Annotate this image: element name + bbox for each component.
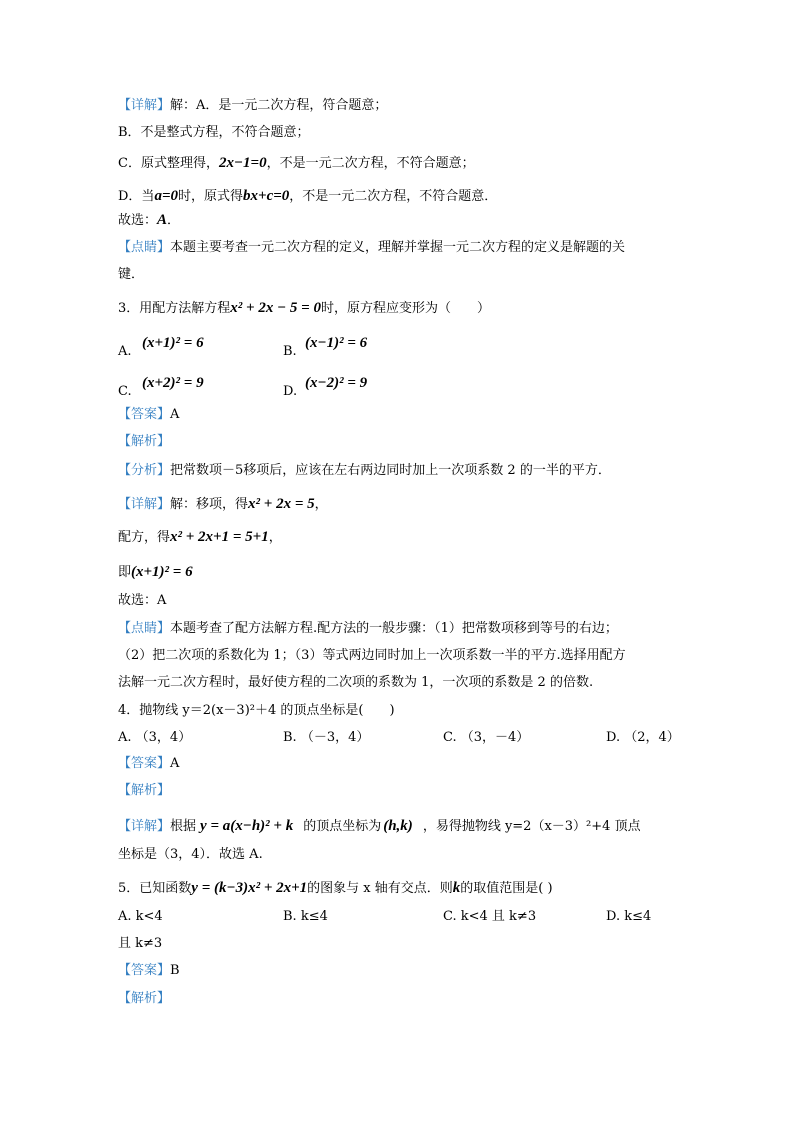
q4-option-c: C. （3，－4） xyxy=(443,730,530,745)
q3-analysis-tag: 【解析】 xyxy=(118,434,171,449)
q4-stem: 4．抛物线 y＝2(x－3)²＋4 的顶点坐标是( ) xyxy=(118,703,395,718)
math: (x+2)² = 9 xyxy=(142,375,204,391)
q3-comment-3: 法解一元二次方程时，最好使方程的二次项的系数为 1，一次项的系数是 2 的倍数. xyxy=(118,675,594,690)
q3-stem: 3．用配方法解方程x² + 2x − 5 = 0时，原方程应变形为（ ） xyxy=(118,300,490,316)
math: 2x−1=0 xyxy=(218,155,267,171)
q2-detail-b: B．不是整式方程，不符合题意； xyxy=(118,125,310,140)
q4-detail-1: 【详解】根据 y = a(x−h)² + k 的顶点坐标为 (h,k) ，易得抛物线 y=2（x－3）²+4 顶点 xyxy=(118,818,641,834)
math: x² + 2x = 5 xyxy=(248,496,315,512)
math: (x+1)² = 6 xyxy=(142,335,204,351)
comment-tag: 【点睛】 xyxy=(118,621,171,636)
q3-detail-3: 即(x+1)² = 6 xyxy=(118,564,193,580)
q3-option-b: B.(x−1)² = 6 xyxy=(283,335,368,359)
q2-answer: 故选：A． xyxy=(118,212,181,228)
q2-comment-2: 键． xyxy=(118,267,145,282)
math: x² + 2x − 5 = 0 xyxy=(230,300,321,316)
math: a=0 xyxy=(154,188,178,204)
q3-detail-2: 配方，得x² + 2x+1 = 5+1， xyxy=(118,529,282,545)
q3-option-d: D.(x−2)² = 9 xyxy=(283,375,368,399)
answer-tag: 【答案】 xyxy=(118,963,171,978)
q4-option-d: D. （2，4） xyxy=(606,730,680,745)
q3-answer: 【答案】A xyxy=(118,407,180,422)
fenxi-tag: 【分析】 xyxy=(118,463,171,478)
q4-option-a: A. （3，4） xyxy=(118,730,192,745)
q5-option-b: B. k≤4 xyxy=(283,909,328,924)
q3-comment-2: （2）把二次项的系数化为 1；（3）等式两边同时加上一次项系数一半的平方.选择用配方 xyxy=(118,648,626,663)
math: y = (k−3)x² + 2x+1 xyxy=(191,880,308,896)
answer-tag: 【答案】 xyxy=(118,407,171,422)
detail-tag: 【详解】 xyxy=(118,819,171,834)
math: (x−2)² = 9 xyxy=(305,375,368,391)
math: (x−1)² = 6 xyxy=(305,335,368,351)
q4-analysis-tag: 【解析】 xyxy=(118,783,171,798)
q3-comment-1: 【点睛】本题考查了配方法解方程.配方法的一般步骤：（1）把常数项移到等号的右边； xyxy=(118,621,618,636)
q3-detail-1: 【详解】解：移项，得x² + 2x = 5， xyxy=(118,496,328,512)
math: k xyxy=(452,880,461,896)
q2-detail-c: C．原式整理得，2x−1=0，不是一元二次方程，不符合题意； xyxy=(118,155,475,171)
math: A xyxy=(157,212,168,228)
q5-option-c: C. k<4 且 k≠3 xyxy=(443,909,537,924)
q3-final: 故选：A xyxy=(118,593,167,608)
math: bx+c=0 xyxy=(243,188,290,204)
detail-tag: 【详解】 xyxy=(118,98,171,113)
math: x² + 2x+1 = 5+1 xyxy=(170,529,269,545)
q3-fenxi: 【分析】把常数项－5移项后，应该在左右两边同时加上一次项系数 2 的一半的平方． xyxy=(118,463,611,478)
q2-detail-a: 【详解】解：A．是一元二次方程，符合题意； xyxy=(118,98,388,113)
q4-answer: 【答案】A xyxy=(118,756,180,771)
math: (h,k) xyxy=(383,818,413,834)
answer-tag: 【答案】 xyxy=(118,756,171,771)
q2-detail-d: D．当a=0时，原式得bx+c=0，不是一元二次方程，不符合题意． xyxy=(118,188,498,204)
q3-option-a: A.(x+1)² = 6 xyxy=(118,335,204,359)
math: (x+1)² = 6 xyxy=(131,564,193,580)
q5-option-d: D. k≤4 xyxy=(606,909,652,924)
detail-tag: 【详解】 xyxy=(118,497,171,512)
q3-option-c: C.(x+2)² = 9 xyxy=(118,375,204,399)
q5-option-a: A. k<4 xyxy=(118,909,163,924)
q2-comment-1: 【点睛】本题主要考查一元二次方程的定义，理解并掌握一元二次方程的定义是解题的关 xyxy=(118,240,626,255)
math: y = a(x−h)² + k xyxy=(200,818,294,834)
q5-option-d-continued: 且 k≠3 xyxy=(118,936,163,951)
q4-option-b: B. （－3，4） xyxy=(283,730,370,745)
comment-tag: 【点睛】 xyxy=(118,240,171,255)
q5-stem: 5．已知函数y = (k−3)x² + 2x+1的图象与 x 轴有交点．则k的取值范围是( ) xyxy=(118,880,553,896)
q5-answer: 【答案】B xyxy=(118,963,180,978)
q4-detail-2: 坐标是（3，4）．故选 A. xyxy=(118,847,263,862)
q5-analysis-tag: 【解析】 xyxy=(118,991,171,1006)
